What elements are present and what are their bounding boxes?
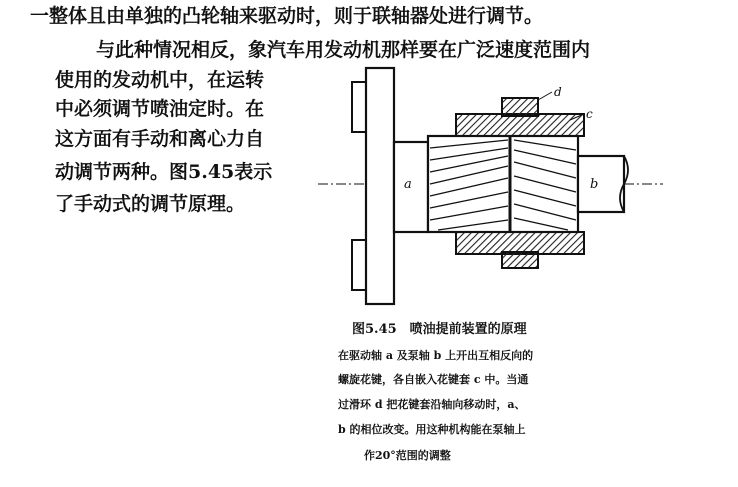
text-line-4: 中必须调节喷油定时。在	[55, 98, 265, 120]
spline-sleeve	[428, 98, 584, 268]
caption-line: 螺旋花键，各自嵌入花键套 c 中。当通	[338, 373, 529, 386]
caption-line: b 的相位改变。用这种机构能在泵轴上	[338, 423, 526, 436]
text-line-5: 这方面有手动和离心力自	[55, 128, 265, 150]
figure-caption-title: 图5.45 喷油提前装置的原理	[352, 322, 527, 337]
text-line-6: 动调节两种。图5.45表示	[55, 161, 273, 183]
text-line-7: 了手动式的调节原理。	[55, 193, 246, 215]
drive-flange	[352, 68, 428, 304]
caption-line: 过滑环 d 把花键套沿轴向移动时，a、	[338, 398, 526, 411]
caption-line: 在驱动轴 a 及泵轴 b 上开出互相反向的	[338, 349, 534, 362]
text-line-2: 与此种情况相反，象汽车用发动机那样要在广泛速度范围内	[96, 39, 591, 61]
label-b: b	[590, 177, 599, 192]
caption-line: 作20°范围的调整	[364, 449, 451, 462]
label-c: c	[586, 107, 593, 121]
leader-d	[538, 92, 552, 100]
injection-advance-diagram	[318, 60, 663, 310]
pump-shaft	[578, 156, 628, 212]
label-d: d	[554, 85, 562, 99]
text-line-1: 一整体且由单独的凸轮轴来驱动时，则于联轴器处进行调节。	[30, 5, 544, 27]
label-a: a	[404, 177, 412, 192]
text-line-3: 使用的发动机中，在运转	[55, 69, 265, 91]
